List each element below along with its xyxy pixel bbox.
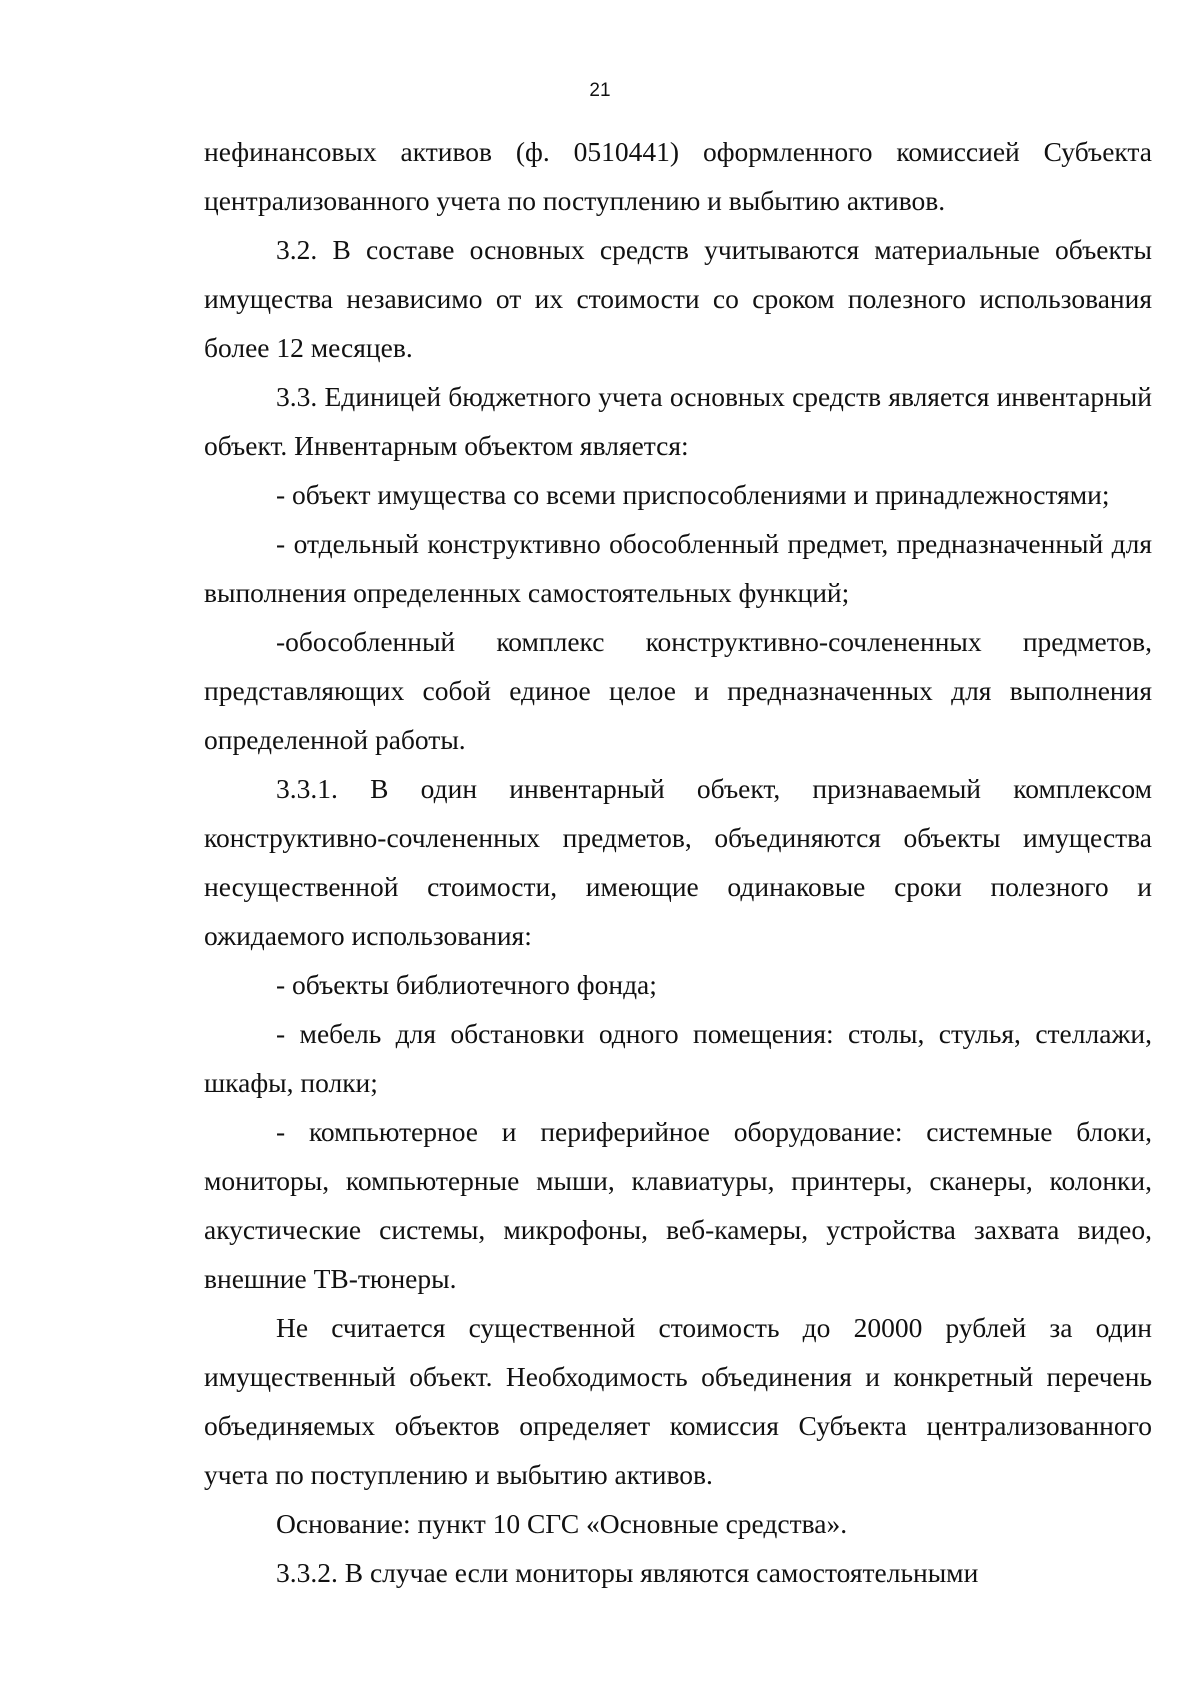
list-item: - объекты библиотечного фонда; [276, 969, 657, 1000]
page-number: 21 [589, 80, 611, 101]
list-item: - мебель для обстановки одного помещения: столы, стулья, стеллажи, шкафы, полки; [204, 1018, 1152, 1098]
list-item: -обособленный комплекс конструктивно-сочлененных предметов, представляющих собой единое целое и предназначенных для выполнения определенной работы. [204, 626, 1152, 755]
paragraph-3-3-2: 3.3.2. В случае если мониторы являются самостоятельными [276, 1557, 979, 1588]
paragraph-3-3: 3.3. Единицей бюджетного учета основных средств является инвентарный объект. Инвентарным объектом является: [204, 381, 1152, 461]
document-body [204, 127, 1152, 1597]
list-item: - объект имущества со всеми приспособлениями и принадлежностями; [276, 479, 1110, 510]
paragraph-continuation: нефинансовых активов (ф. 0510441) оформленного комиссией Субъекта централизованного учета по поступлению и выбытию активов. [204, 136, 1152, 216]
paragraph-materiality: Не считается существенной стоимость до 20000 рублей за один имущественный объект. Необходимость объединения и конкретный перечень объединяемых объектов определяет комиссия Субъекта централизованного учета по поступлению и выбытию активов. [204, 1312, 1152, 1490]
list-item: - компьютерное и периферийное оборудование: системные блоки, мониторы, компьютерные мыши, клавиатуры, принтеры, сканеры, колонки, акустические системы, микрофоны, веб-камеры, устройства захвата видео, внешние ТВ-тюнеры. [204, 1116, 1152, 1294]
list-item: - отдельный конструктивно обособленный предмет, предназначенный для выполнения определенных самостоятельных функций; [204, 528, 1152, 608]
paragraph-3-2: 3.2. В составе основных средств учитываются материальные объекты имущества независимо от их стоимости со сроком полезного использования более 12 месяцев. [204, 234, 1152, 363]
paragraph-3-3-1: 3.3.1. В один инвентарный объект, признаваемый комплексом конструктивно-сочлененных предметов, объединяются объекты имущества несущественной стоимости, имеющие одинаковые сроки полезного и ожидаемого использования: [204, 773, 1152, 951]
paragraph-basis: Основание: пункт 10 СГС «Основные средства». [276, 1508, 848, 1539]
